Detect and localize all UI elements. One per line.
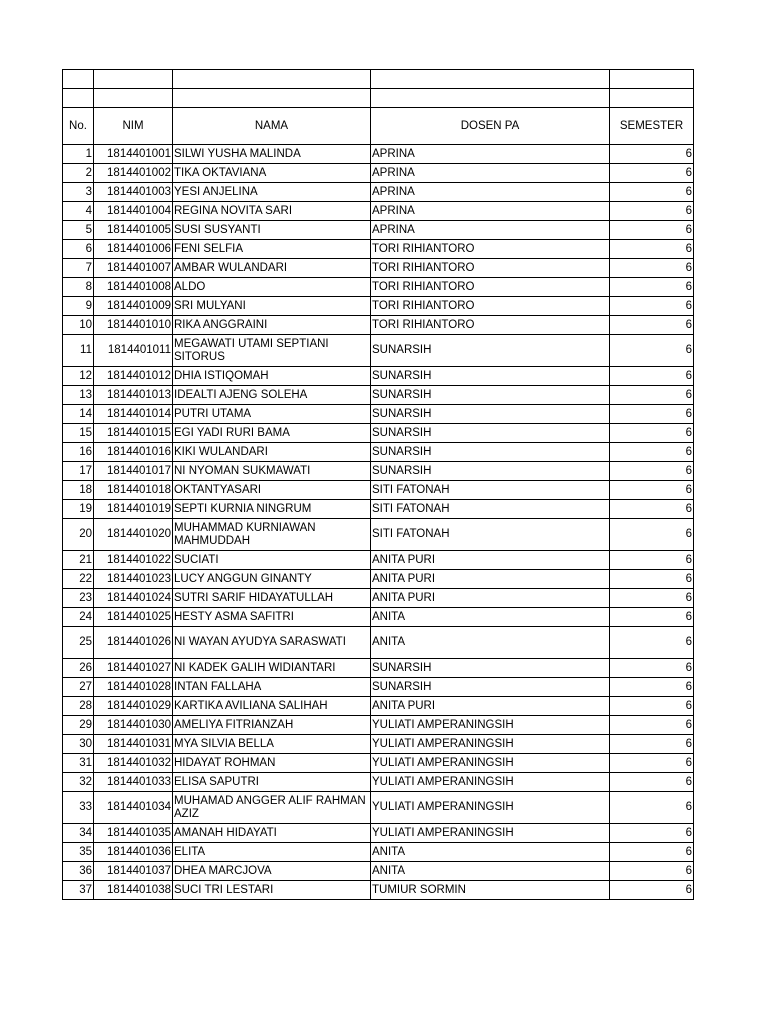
cell-dosen-pa: TORI RIHIANTORO bbox=[371, 297, 610, 316]
cell-no: 24 bbox=[63, 608, 94, 627]
cell-nim: 1814401022 bbox=[94, 551, 173, 570]
cell-no: 16 bbox=[63, 443, 94, 462]
cell-nama: KIKI WULANDARI bbox=[173, 443, 371, 462]
cell-nama: SUCI TRI LESTARI bbox=[173, 881, 371, 900]
cell-nama: SUTRI SARIF HIDAYATULLAH bbox=[173, 589, 371, 608]
table-row bbox=[63, 716, 694, 735]
cell-no: 5 bbox=[63, 221, 94, 240]
cell-dosen-pa: APRINA bbox=[371, 183, 610, 202]
table-row bbox=[63, 881, 694, 900]
cell-nim: 1814401015 bbox=[94, 424, 173, 443]
cell-nama: NI WAYAN AYUDYA SARASWATI bbox=[173, 627, 371, 659]
cell-semester: 6 bbox=[610, 202, 694, 221]
cell-dosen-pa: APRINA bbox=[371, 164, 610, 183]
cell-nama: REGINA NOVITA SARI bbox=[173, 202, 371, 221]
cell-semester: 6 bbox=[610, 183, 694, 202]
cell-semester: 6 bbox=[610, 627, 694, 659]
cell-dosen-pa: SUNARSIH bbox=[371, 443, 610, 462]
cell-no: 25 bbox=[63, 627, 94, 659]
cell-no: 33 bbox=[63, 792, 94, 824]
cell-nama: RIKA ANGGRAINI bbox=[173, 316, 371, 335]
table-row bbox=[63, 843, 694, 862]
blank-cell bbox=[610, 70, 694, 89]
table-row bbox=[63, 145, 694, 164]
blank-cell bbox=[63, 70, 94, 89]
cell-semester: 6 bbox=[610, 386, 694, 405]
cell-dosen-pa: APRINA bbox=[371, 202, 610, 221]
cell-no: 19 bbox=[63, 500, 94, 519]
cell-semester: 6 bbox=[610, 316, 694, 335]
cell-no: 29 bbox=[63, 716, 94, 735]
cell-nama: AMBAR WULANDARI bbox=[173, 259, 371, 278]
header-nim: NIM bbox=[94, 108, 173, 145]
cell-nama: ELITA bbox=[173, 843, 371, 862]
cell-nim: 1814401034 bbox=[94, 792, 173, 824]
cell-nim: 1814401031 bbox=[94, 735, 173, 754]
cell-nama: FENI SELFIA bbox=[173, 240, 371, 259]
cell-nama: YESI ANJELINA bbox=[173, 183, 371, 202]
cell-nama: MEGAWATI UTAMI SEPTIANI SITORUS bbox=[173, 335, 371, 367]
cell-nim: 1814401025 bbox=[94, 608, 173, 627]
cell-nim: 1814401026 bbox=[94, 627, 173, 659]
cell-nama: ELISA SAPUTRI bbox=[173, 773, 371, 792]
cell-dosen-pa: SUNARSIH bbox=[371, 678, 610, 697]
cell-dosen-pa: SITI FATONAH bbox=[371, 500, 610, 519]
cell-dosen-pa: YULIATI AMPERANINGSIH bbox=[371, 773, 610, 792]
cell-dosen-pa: SUNARSIH bbox=[371, 659, 610, 678]
cell-no: 7 bbox=[63, 259, 94, 278]
cell-dosen-pa: SITI FATONAH bbox=[371, 481, 610, 500]
header-nama: NAMA bbox=[173, 108, 371, 145]
cell-nama: OKTANTYASARI bbox=[173, 481, 371, 500]
cell-no: 13 bbox=[63, 386, 94, 405]
cell-nama: HIDAYAT ROHMAN bbox=[173, 754, 371, 773]
cell-no: 17 bbox=[63, 462, 94, 481]
cell-semester: 6 bbox=[610, 145, 694, 164]
cell-dosen-pa: YULIATI AMPERANINGSIH bbox=[371, 754, 610, 773]
cell-nim: 1814401020 bbox=[94, 519, 173, 551]
cell-nama: SEPTI KURNIA NINGRUM bbox=[173, 500, 371, 519]
cell-no: 9 bbox=[63, 297, 94, 316]
cell-semester: 6 bbox=[610, 278, 694, 297]
cell-dosen-pa: YULIATI AMPERANINGSIH bbox=[371, 716, 610, 735]
table-row bbox=[63, 221, 694, 240]
table-row bbox=[63, 240, 694, 259]
cell-semester: 6 bbox=[610, 659, 694, 678]
table-row bbox=[63, 678, 694, 697]
cell-dosen-pa: SUNARSIH bbox=[371, 367, 610, 386]
blank-cell bbox=[94, 70, 173, 89]
cell-no: 26 bbox=[63, 659, 94, 678]
cell-semester: 6 bbox=[610, 297, 694, 316]
cell-nim: 1814401009 bbox=[94, 297, 173, 316]
cell-semester: 6 bbox=[610, 519, 694, 551]
cell-nim: 1814401003 bbox=[94, 183, 173, 202]
cell-nim: 1814401018 bbox=[94, 481, 173, 500]
cell-semester: 6 bbox=[610, 773, 694, 792]
table-row bbox=[63, 462, 694, 481]
cell-no: 10 bbox=[63, 316, 94, 335]
cell-dosen-pa: TUMIUR SORMIN bbox=[371, 881, 610, 900]
cell-no: 20 bbox=[63, 519, 94, 551]
cell-semester: 6 bbox=[610, 367, 694, 386]
cell-semester: 6 bbox=[610, 570, 694, 589]
cell-nama: DHIA ISTIQOMAH bbox=[173, 367, 371, 386]
cell-nim: 1814401030 bbox=[94, 716, 173, 735]
cell-dosen-pa: ANITA PURI bbox=[371, 589, 610, 608]
cell-no: 32 bbox=[63, 773, 94, 792]
cell-nama: NI KADEK GALIH WIDIANTARI bbox=[173, 659, 371, 678]
cell-dosen-pa: ANITA PURI bbox=[371, 570, 610, 589]
cell-semester: 6 bbox=[610, 678, 694, 697]
cell-nim: 1814401037 bbox=[94, 862, 173, 881]
cell-dosen-pa: TORI RIHIANTORO bbox=[371, 240, 610, 259]
header-semester: SEMESTER bbox=[610, 108, 694, 145]
table-row bbox=[63, 627, 694, 659]
cell-no: 8 bbox=[63, 278, 94, 297]
cell-dosen-pa: TORI RIHIANTORO bbox=[371, 259, 610, 278]
table-row bbox=[63, 773, 694, 792]
cell-dosen-pa: TORI RIHIANTORO bbox=[371, 316, 610, 335]
cell-nama: MYA SILVIA BELLA bbox=[173, 735, 371, 754]
cell-nim: 1814401002 bbox=[94, 164, 173, 183]
cell-dosen-pa: SITI FATONAH bbox=[371, 519, 610, 551]
table-row bbox=[63, 424, 694, 443]
cell-nim: 1814401024 bbox=[94, 589, 173, 608]
cell-nama: SILWI YUSHA MALINDA bbox=[173, 145, 371, 164]
cell-nim: 1814401008 bbox=[94, 278, 173, 297]
table-row bbox=[63, 297, 694, 316]
cell-nama: IDEALTI AJENG SOLEHA bbox=[173, 386, 371, 405]
cell-semester: 6 bbox=[610, 824, 694, 843]
table-row bbox=[63, 405, 694, 424]
cell-no: 27 bbox=[63, 678, 94, 697]
cell-no: 21 bbox=[63, 551, 94, 570]
cell-dosen-pa: ANITA bbox=[371, 627, 610, 659]
cell-no: 15 bbox=[63, 424, 94, 443]
cell-semester: 6 bbox=[610, 792, 694, 824]
blank-cell bbox=[371, 70, 610, 89]
cell-nama: DHEA MARCJOVA bbox=[173, 862, 371, 881]
cell-no: 11 bbox=[63, 335, 94, 367]
cell-dosen-pa: SUNARSIH bbox=[371, 462, 610, 481]
cell-nim: 1814401035 bbox=[94, 824, 173, 843]
cell-nama: AMELIYA FITRIANZAH bbox=[173, 716, 371, 735]
table-row bbox=[63, 164, 694, 183]
cell-nama: HESTY ASMA SAFITRI bbox=[173, 608, 371, 627]
cell-semester: 6 bbox=[610, 697, 694, 716]
cell-no: 2 bbox=[63, 164, 94, 183]
cell-nama: KARTIKA AVILIANA SALIHAH bbox=[173, 697, 371, 716]
cell-nim: 1814401036 bbox=[94, 843, 173, 862]
table-row bbox=[63, 367, 694, 386]
blank-cell bbox=[63, 89, 94, 108]
cell-dosen-pa: ANITA bbox=[371, 843, 610, 862]
table-row bbox=[63, 259, 694, 278]
cell-nim: 1814401033 bbox=[94, 773, 173, 792]
cell-nama: NI NYOMAN SUKMAWATI bbox=[173, 462, 371, 481]
cell-dosen-pa: APRINA bbox=[371, 145, 610, 164]
table-row bbox=[63, 519, 694, 551]
cell-nama: SRI MULYANI bbox=[173, 297, 371, 316]
cell-no: 3 bbox=[63, 183, 94, 202]
cell-dosen-pa: SUNARSIH bbox=[371, 405, 610, 424]
table-row bbox=[63, 862, 694, 881]
cell-nama: ALDO bbox=[173, 278, 371, 297]
cell-dosen-pa: APRINA bbox=[371, 221, 610, 240]
cell-nim: 1814401007 bbox=[94, 259, 173, 278]
cell-nama: INTAN FALLAHA bbox=[173, 678, 371, 697]
cell-semester: 6 bbox=[610, 164, 694, 183]
cell-nim: 1814401019 bbox=[94, 500, 173, 519]
cell-nim: 1814401004 bbox=[94, 202, 173, 221]
cell-nim: 1814401006 bbox=[94, 240, 173, 259]
cell-no: 12 bbox=[63, 367, 94, 386]
cell-semester: 6 bbox=[610, 754, 694, 773]
cell-no: 23 bbox=[63, 589, 94, 608]
cell-semester: 6 bbox=[610, 221, 694, 240]
cell-semester: 6 bbox=[610, 716, 694, 735]
table-row bbox=[63, 481, 694, 500]
cell-dosen-pa: YULIATI AMPERANINGSIH bbox=[371, 824, 610, 843]
header-row bbox=[63, 108, 694, 145]
table-row bbox=[63, 183, 694, 202]
cell-semester: 6 bbox=[610, 589, 694, 608]
cell-nim: 1814401010 bbox=[94, 316, 173, 335]
table-row bbox=[63, 735, 694, 754]
table-row bbox=[63, 335, 694, 367]
table-row bbox=[63, 500, 694, 519]
blank-cell bbox=[371, 89, 610, 108]
cell-no: 34 bbox=[63, 824, 94, 843]
table-row bbox=[63, 551, 694, 570]
cell-semester: 6 bbox=[610, 551, 694, 570]
table-row bbox=[63, 608, 694, 627]
cell-nim: 1814401016 bbox=[94, 443, 173, 462]
table-row bbox=[63, 792, 694, 824]
cell-nim: 1814401012 bbox=[94, 367, 173, 386]
cell-nim: 1814401027 bbox=[94, 659, 173, 678]
table-row bbox=[63, 659, 694, 678]
cell-semester: 6 bbox=[610, 335, 694, 367]
cell-nim: 1814401028 bbox=[94, 678, 173, 697]
cell-nim: 1814401001 bbox=[94, 145, 173, 164]
cell-dosen-pa: SUNARSIH bbox=[371, 424, 610, 443]
header-dosen-pa: DOSEN PA bbox=[371, 108, 610, 145]
cell-no: 18 bbox=[63, 481, 94, 500]
cell-no: 36 bbox=[63, 862, 94, 881]
cell-semester: 6 bbox=[610, 443, 694, 462]
cell-dosen-pa: ANITA bbox=[371, 862, 610, 881]
cell-no: 30 bbox=[63, 735, 94, 754]
table-body bbox=[63, 145, 694, 900]
cell-dosen-pa: YULIATI AMPERANINGSIH bbox=[371, 735, 610, 754]
table-row bbox=[63, 589, 694, 608]
cell-nim: 1814401017 bbox=[94, 462, 173, 481]
cell-dosen-pa: ANITA bbox=[371, 608, 610, 627]
cell-no: 14 bbox=[63, 405, 94, 424]
cell-dosen-pa: ANITA PURI bbox=[371, 551, 610, 570]
cell-semester: 6 bbox=[610, 424, 694, 443]
cell-nama: MUHAMMAD KURNIAWAN MAHMUDDAH bbox=[173, 519, 371, 551]
cell-nim: 1814401005 bbox=[94, 221, 173, 240]
cell-nim: 1814401013 bbox=[94, 386, 173, 405]
cell-semester: 6 bbox=[610, 843, 694, 862]
cell-nim: 1814401023 bbox=[94, 570, 173, 589]
cell-no: 4 bbox=[63, 202, 94, 221]
cell-dosen-pa: TORI RIHIANTORO bbox=[371, 278, 610, 297]
cell-semester: 6 bbox=[610, 481, 694, 500]
cell-nim: 1814401014 bbox=[94, 405, 173, 424]
cell-semester: 6 bbox=[610, 862, 694, 881]
cell-no: 31 bbox=[63, 754, 94, 773]
cell-nim: 1814401032 bbox=[94, 754, 173, 773]
table-row bbox=[63, 754, 694, 773]
cell-semester: 6 bbox=[610, 405, 694, 424]
cell-dosen-pa: SUNARSIH bbox=[371, 335, 610, 367]
blank-cell bbox=[173, 70, 371, 89]
blank-row bbox=[63, 89, 694, 108]
cell-semester: 6 bbox=[610, 462, 694, 481]
cell-no: 6 bbox=[63, 240, 94, 259]
table-row bbox=[63, 443, 694, 462]
table-row bbox=[63, 278, 694, 297]
header-no: No. bbox=[63, 108, 94, 145]
cell-no: 28 bbox=[63, 697, 94, 716]
cell-nama: SUCIATI bbox=[173, 551, 371, 570]
cell-nama: LUCY ANGGUN GINANTY bbox=[173, 570, 371, 589]
cell-nama: EGI YADI RURI BAMA bbox=[173, 424, 371, 443]
cell-semester: 6 bbox=[610, 240, 694, 259]
cell-semester: 6 bbox=[610, 500, 694, 519]
cell-semester: 6 bbox=[610, 608, 694, 627]
cell-no: 37 bbox=[63, 881, 94, 900]
cell-semester: 6 bbox=[610, 735, 694, 754]
table-row bbox=[63, 202, 694, 221]
cell-nim: 1814401029 bbox=[94, 697, 173, 716]
cell-no: 35 bbox=[63, 843, 94, 862]
cell-nama: PUTRI UTAMA bbox=[173, 405, 371, 424]
cell-dosen-pa: SUNARSIH bbox=[371, 386, 610, 405]
table-row bbox=[63, 570, 694, 589]
cell-nama: SUSI SUSYANTI bbox=[173, 221, 371, 240]
table-row bbox=[63, 697, 694, 716]
cell-semester: 6 bbox=[610, 881, 694, 900]
cell-nama: MUHAMAD ANGGER ALIF RAHMAN AZIZ bbox=[173, 792, 371, 824]
cell-nim: 1814401011 bbox=[94, 335, 173, 367]
cell-dosen-pa: ANITA PURI bbox=[371, 697, 610, 716]
cell-semester: 6 bbox=[610, 259, 694, 278]
student-table bbox=[62, 69, 694, 900]
table-row bbox=[63, 824, 694, 843]
cell-no: 1 bbox=[63, 145, 94, 164]
cell-nama: AMANAH HIDAYATI bbox=[173, 824, 371, 843]
table-row bbox=[63, 386, 694, 405]
cell-dosen-pa: YULIATI AMPERANINGSIH bbox=[371, 792, 610, 824]
blank-row bbox=[63, 70, 694, 89]
cell-nama: TIKA OKTAVIANA bbox=[173, 164, 371, 183]
blank-cell bbox=[610, 89, 694, 108]
blank-cell bbox=[173, 89, 371, 108]
cell-nim: 1814401038 bbox=[94, 881, 173, 900]
blank-cell bbox=[94, 89, 173, 108]
cell-no: 22 bbox=[63, 570, 94, 589]
table-row bbox=[63, 316, 694, 335]
